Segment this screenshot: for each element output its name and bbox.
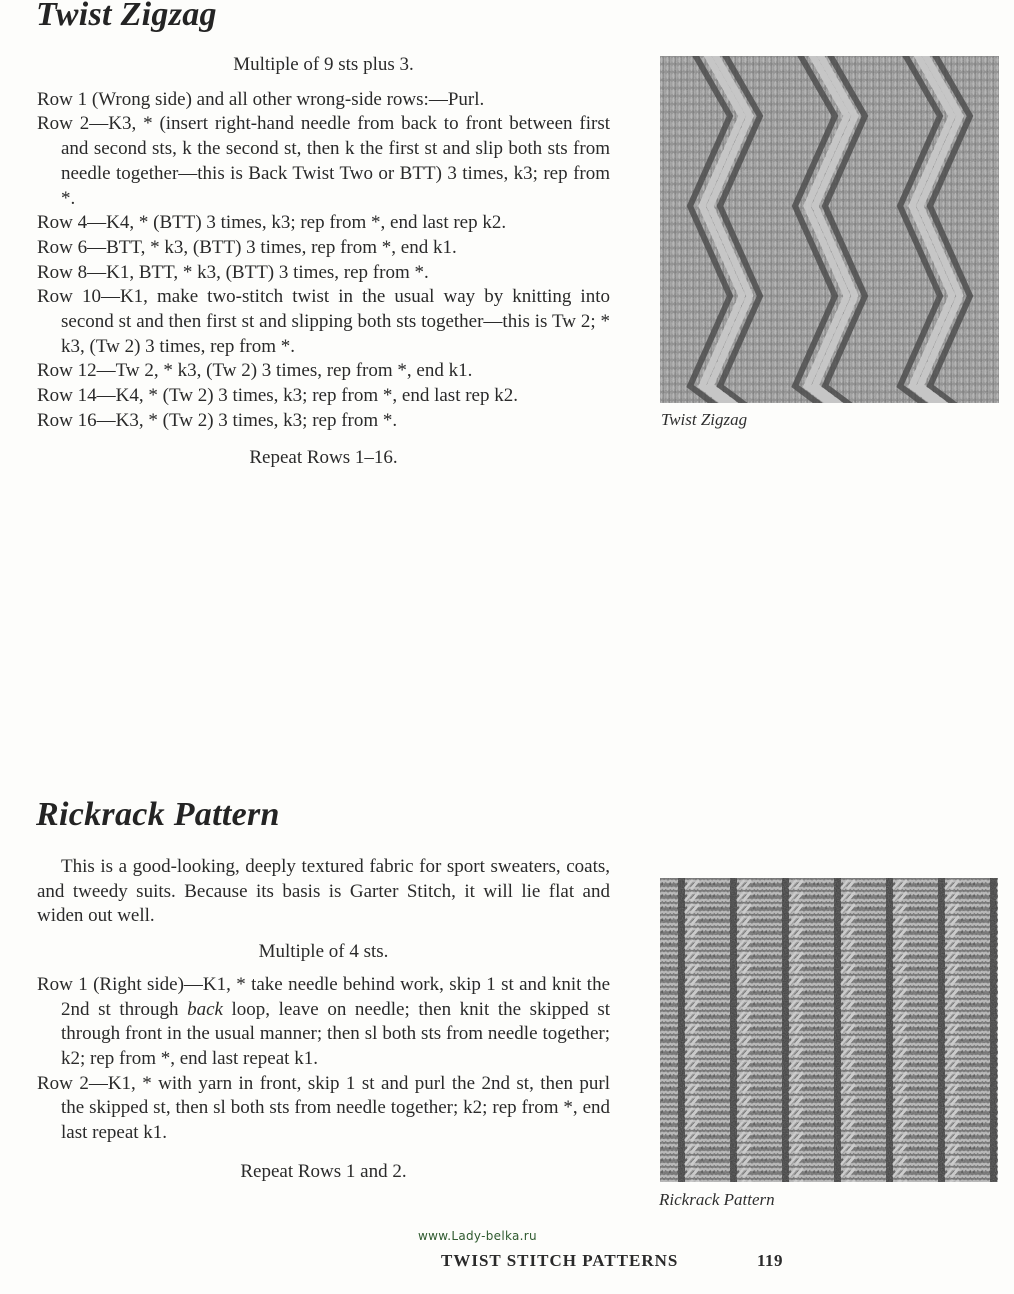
twist-zigzag-swatch-photo [660, 56, 999, 403]
emphasis-word: back [187, 998, 223, 1020]
row-text: Row 2—K1, * with yarn in front, skip 1 st and purl the 2nd st, then purl the skipped st, then sl both sts from needle together; k2; rep from *, end last repeat k1. [37, 1072, 610, 1144]
repeat-instruction: Repeat Rows 1 and 2. [240, 1160, 407, 1182]
row-instruction: Row 6—BTT, * k3, (BTT) 3 times, rep from *, end k1. [37, 236, 457, 258]
running-footer-title: TWIST STITCH PATTERNS [441, 1251, 679, 1270]
photo-caption-twist-zigzag: Twist Zigzag [661, 410, 748, 429]
photo-caption-rickrack: Rickrack Pattern [659, 1190, 775, 1209]
stitch-multiple: Multiple of 9 sts plus 3. [233, 54, 414, 75]
row-text: Row 1 (Right side)—K1, * take needle behind work, skip 1 st and knit the 2nd st through [37, 973, 610, 1020]
row-text: loop, leave on needle; then knit the skipped st through front in the usual manner; then sl both sts from needle together; k2; rep from *, end last repeat k1. [61, 998, 610, 1069]
row-instruction: Row 1 (Wrong side) and all other wrong-side rows:—Purl. [37, 88, 485, 110]
row-instruction: Row 16—K3, * (Tw 2) 3 times, k3; rep from *. [37, 409, 398, 431]
row-instruction: Row 2—K3, * (insert right-hand needle from back to front between first and second sts, k the second st, then k the first st and slip both sts from needle together—this is Back Twist Two or BTT) 3 times, k3; rep from *. [37, 113, 610, 209]
rickrack-swatch-photo [660, 878, 998, 1182]
row-instruction [37, 973, 610, 1072]
row-instruction: Row 8—K1, BTT, * k3, (BTT) 3 times, rep from *. [37, 261, 429, 283]
pattern-title-rickrack: Rickrack Pattern [36, 796, 280, 833]
page-number: 119 [757, 1251, 784, 1270]
site-watermark: www.Lady-belka.ru [418, 1229, 537, 1243]
repeat-instruction: Repeat Rows 1–16. [249, 446, 398, 468]
pattern-title-twist-zigzag: Twist Zigzag [36, 0, 217, 33]
twist-zigzag-instructions [37, 53, 610, 470]
rickrack-instructions [37, 855, 610, 1184]
row-instruction: Row 4—K4, * (BTT) 3 times, k3; rep from *, end last rep k2. [37, 212, 507, 234]
row-instruction: Row 14—K4, * (Tw 2) 3 times, k3; rep from *, end last rep k2. [37, 385, 518, 407]
pattern-intro-paragraph: This is a good-looking, deeply textured fabric for sport sweaters, coats, and tweedy suits. Because its basis is Garter Stitch, it will lie flat and widen out well. [37, 856, 610, 927]
row-instruction: Row 10—K1, make two-stitch twist in the usual way by knitting into second st and then first st and slipping both sts together—this is Tw 2; * k3, (Tw 2) 3 times, rep from *. [37, 286, 610, 357]
stitch-multiple: Multiple of 4 sts. [258, 941, 389, 963]
row-instruction: Row 12—Tw 2, * k3, (Tw 2) 3 times, rep from *, end k1. [37, 360, 473, 382]
row-instruction [37, 1072, 610, 1146]
